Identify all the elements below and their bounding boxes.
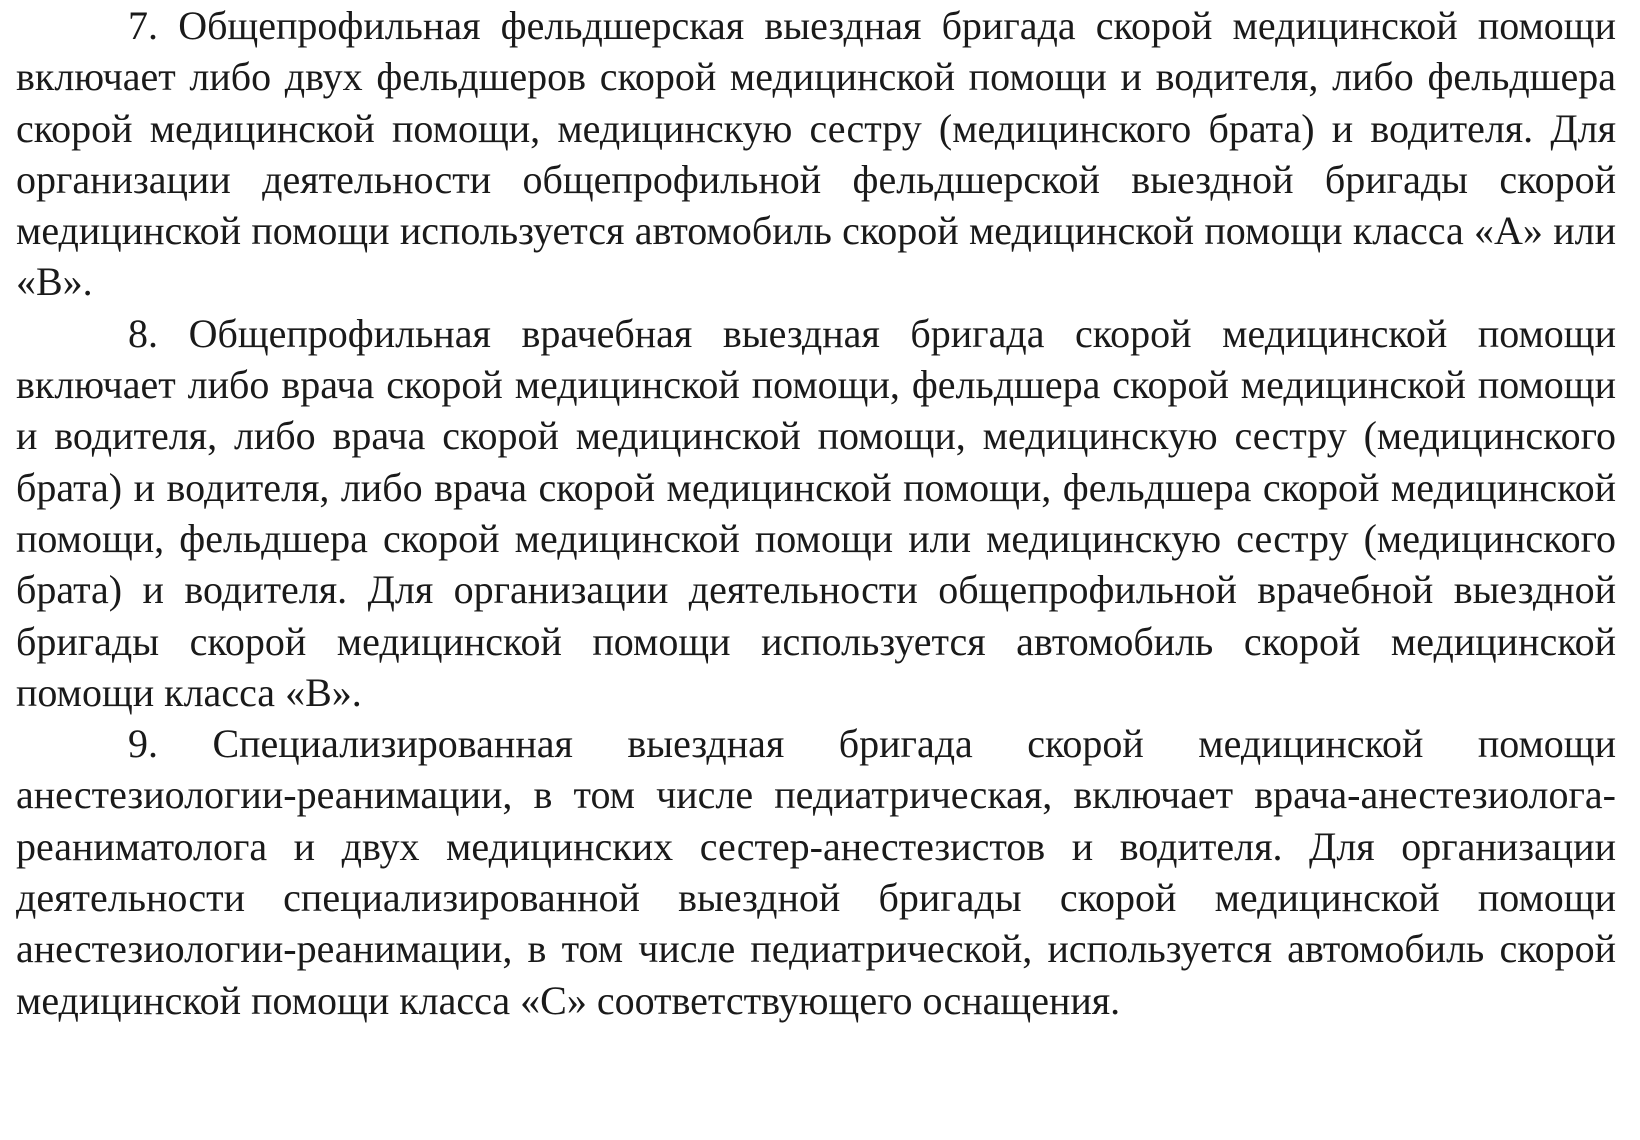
paragraph-9: 9. Специализированная выездная бригада скорой медицинской помощи анестезиологии-реанимации, в том числе педиатрическая, включает врача-анестезиолога-реаниматолога и двух медицинских сестер-анестезистов и водителя. Для организации деятельности специализированной выездной бригады скорой медицинской помощи анестезиологии-реанимации, в том числе педиатрической, используется автомобиль скорой медицинской помощи класса «С» соответствующего оснащения. (16, 721, 1616, 1023)
paragraph-7: 7. Общепрофильная фельдшерская выездная бригада скорой медицинской помощи включает либо двух фельдшеров скорой медицинской помощи и водителя, либо фельдшера скорой медицинской помощи, медицинскую сестру (медицинского брата) и водителя. Для организации деятельности общепрофильной фельдшерской выездной бригады скорой медицинской помощи используется автомобиль скорой медицинской помощи класса «А» или «В». (16, 3, 1616, 305)
paragraph-8: 8. Общепрофильная врачебная выездная бригада скорой медицинской помощи включает либо врача скорой медицинской помощи, фельдшера скорой медицинской помощи и водителя, либо врача скорой медицинской помощи, медицинскую сестру (медицинского брата) и водителя, либо врача скорой медицинской помощи, фельдшера скорой медицинской помощи, фельдшера скорой медицинской помощи или медицинскую сестру (медицинского брата) и водителя. Для организации деятельности общепрофильной врачебной выездной бригады скорой медицинской помощи используется автомобиль скорой медицинской помощи класса «В». (16, 310, 1616, 715)
document-page (16, 0, 1616, 1140)
